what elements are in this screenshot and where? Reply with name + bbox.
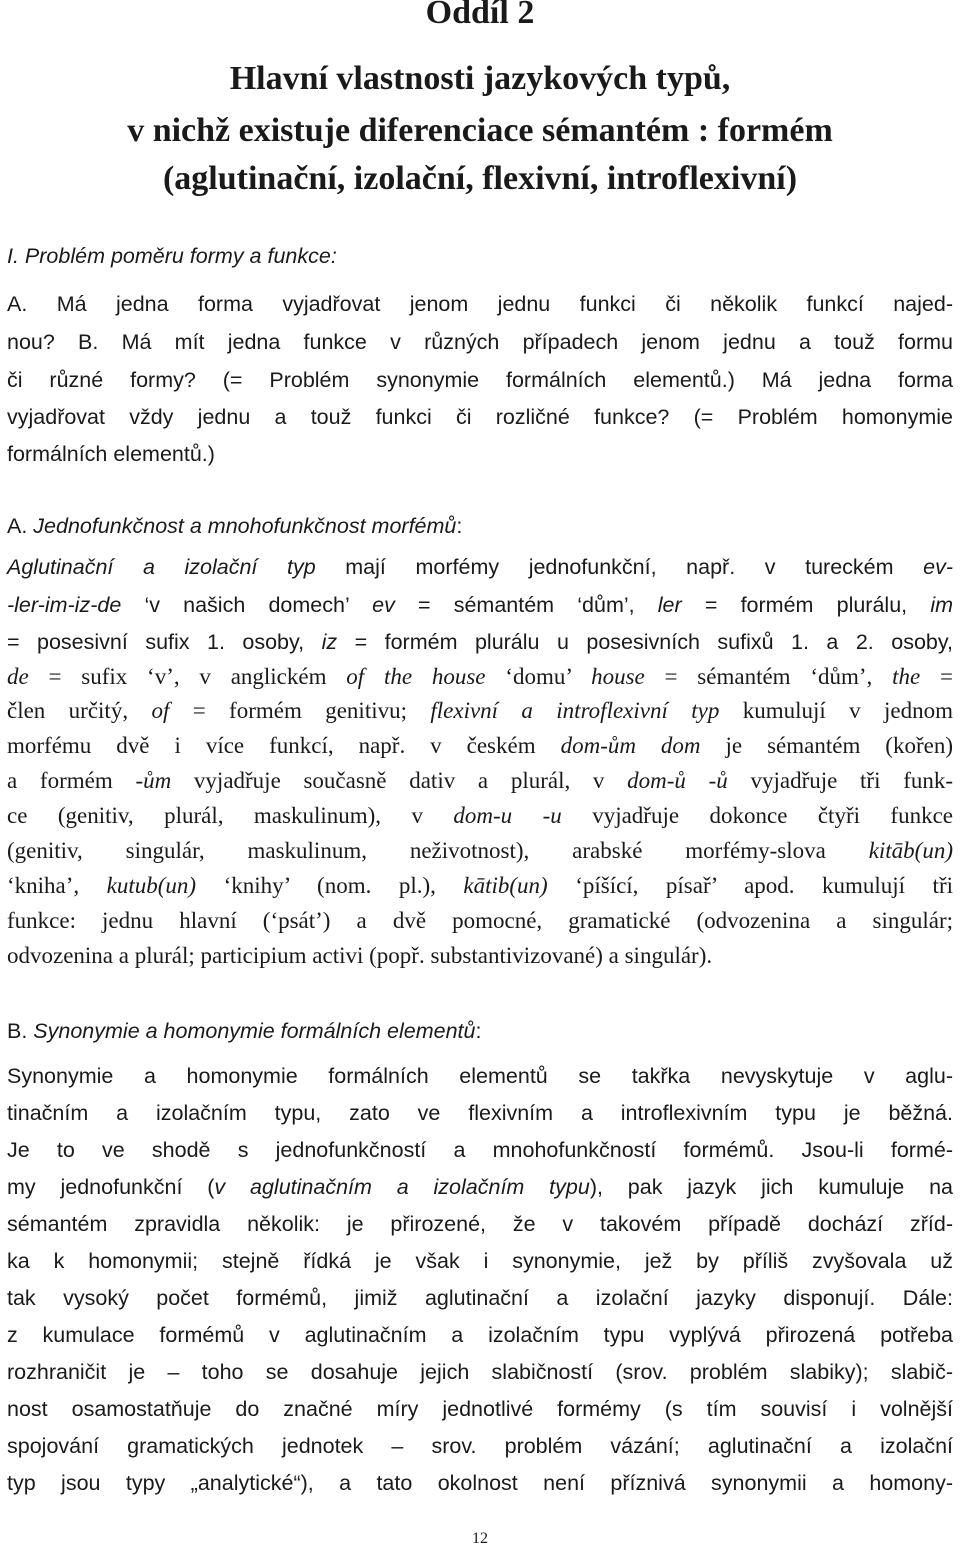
text-span: nost osamostatňuje do značné míry jednotlivé formémy (s tím souvisí i volnější — [7, 1397, 953, 1421]
italic-term: ev- — [923, 555, 953, 579]
italic-term: ler — [657, 593, 682, 617]
text-span: člen určitý, — [7, 698, 152, 723]
text-span: : — [475, 1019, 482, 1043]
text-span: ka k homonymii; stejně řídká je však i synonymie, jež by příliš zvyšovala už — [7, 1249, 953, 1273]
text-span: ‘domu’ — [485, 664, 592, 689]
heading-b-label: B. — [7, 1019, 34, 1043]
italic-term: iz — [321, 630, 338, 654]
italic-term: dom-u -u — [453, 803, 562, 828]
italic-term: ev — [372, 593, 395, 617]
text-span: rozhraničit je – toho se dosahuje jejich slabičností (srov. problém slabiky); slabič- — [7, 1360, 953, 1384]
italic-term: of the house — [346, 664, 486, 689]
text-span: = formém plurálu, — [681, 593, 931, 617]
text-span: = posesivní sufix 1. osoby, — [7, 630, 322, 654]
text-span: vyjadřuje dokonce čtyři funkce — [561, 803, 954, 828]
title-line: v nichž existuje diferenciace sémantém : formém — [127, 112, 833, 149]
text-span: ce (genitiv, plurál, maskulinum), v — [7, 803, 454, 828]
text-span: nou? B. Má mít jedna funkce v různých případech jenom jednu a touž formu — [7, 330, 953, 354]
text-span: (genitiv, singulár, maskulinum, neživotnost), arabské morfémy-slova — [7, 838, 869, 863]
italic-term: de — [7, 664, 29, 689]
text-span: typ jsou typy „analytické“), a tato okolnost není příznivá synonymii a homony- — [7, 1471, 953, 1495]
text-span: = — [920, 664, 953, 689]
text-span: ‘kniha’, — [7, 873, 107, 898]
italic-term: -ler-im-iz-de — [7, 593, 122, 617]
title-line: (aglutinační, izolační, flexivní, introflexivní) — [162, 160, 798, 197]
text-span: či různé formy? — [7, 368, 223, 392]
heading-a-label: A. — [7, 514, 34, 538]
text-span: ‘knihy’ (nom. pl.), — [196, 873, 464, 898]
text-span: funkce: jednu hlavní (‘psát’) a dvě pomocné, gramatické (odvozenina a singulár; — [7, 908, 953, 933]
text-span: = sémantém ‘dům’, — [394, 593, 658, 617]
heading-a: Jednofunkčnost a mnohofunkčnost morfémů — [33, 514, 457, 538]
text-span: Synonymie a homonymie formálních elementů se takřka nevyskytuje v aglu- — [7, 1064, 953, 1088]
italic-term: of — [151, 698, 170, 723]
italic-term: kātib(un) — [463, 873, 548, 898]
text-span: vyjadřuje tři funk- — [727, 768, 954, 793]
section-label: Oddíl 2 — [425, 0, 535, 31]
italic-term: dom-ům dom — [560, 733, 701, 758]
italic-term: im — [930, 593, 953, 617]
text-span: morfému dvě i více funkcí, např. v českém — [7, 733, 561, 758]
heading-b: Synonymie a homonymie formálních elementů — [33, 1019, 476, 1043]
text-span: A. Má jedna forma vyjadřovat jenom jednu funkci či několik funkcí najed- — [7, 292, 953, 316]
text-span: odvozenina a plurál; participium activi (popř. substantivizované) a singulár). — [7, 943, 713, 968]
text-span: = sémantém ‘dům’, — [644, 664, 893, 689]
title-line: Hlavní vlastnosti jazykových typů, — [229, 60, 731, 97]
text-span: ‘píšící, písař’ apod. kumulují tři — [547, 873, 953, 898]
heading-problem: I. Problém poměru formy a funkce: — [7, 244, 337, 268]
text-span: : — [456, 514, 463, 538]
text-span: = formém genitivu; — [169, 698, 431, 723]
text-span: vyjadřuje současně dativ a plurál, v — [171, 768, 628, 793]
italic-term: dom-ů -ů — [627, 768, 728, 793]
italic-term: Aglutinační a izolační typ — [7, 555, 316, 579]
text-span: spojování gramatických jednotek – srov. problém vázání; aglutinační a izolační — [7, 1434, 953, 1458]
text-span: vyjadřovat vždy jednu a touž funkci či rozličné funkce? (= Problém homonymie — [7, 405, 953, 429]
italic-term: the — [892, 664, 921, 689]
text-span: mají morfémy jednofunkční, např. v tureckém — [315, 555, 924, 579]
text-span: je sémantém (kořen) — [700, 733, 953, 758]
text-span: ‘v našich domech’ — [121, 593, 373, 617]
text-span: (= Problém synonymie formálních elementů.) Má jedna forma — [222, 368, 953, 392]
text-span: ), pak jazyk jich kumuluje na — [589, 1175, 953, 1199]
text-span: tinačním a izolačním typu, zato ve flexivním a introflexivním typu je běžná. — [7, 1101, 953, 1125]
text-span: Je to ve shodě s jednofunkčností a mnohofunkčností formémů. Jsou-li formé- — [7, 1138, 953, 1162]
text-span: = formém plurálu u posesivních sufixů 1. a 2. osoby, — [337, 630, 953, 654]
text-span: formálních elementů.) — [7, 442, 215, 466]
text-span: a formém — [7, 768, 136, 793]
page-number: 12 — [472, 1530, 488, 1547]
italic-term: v aglutinačním a izolačním typu — [214, 1175, 590, 1199]
text-span: kumulují v jednom — [719, 698, 953, 723]
italic-term: kutub(un) — [106, 873, 197, 898]
italic-term: kitāb(un) — [868, 838, 953, 863]
italic-term: house — [591, 664, 645, 689]
text-span: = sufix ‘v’, v anglickém — [28, 664, 347, 689]
text-span: sémantém zpravidla několik: je přirozené, že v takovém případě dochází zříd- — [7, 1212, 953, 1236]
text-span: tak vysoký počet formémů, jimiž aglutinační a izolační jazyky disponují. Dále: — [7, 1286, 953, 1310]
text-span: z kumulace formémů v aglutinačním a izolačním typu vyplývá přirozená potřeba — [7, 1323, 953, 1347]
italic-term: flexivní a introflexivní typ — [430, 698, 720, 723]
italic-term: -ům — [135, 768, 172, 793]
text-span: my jednofunkční ( — [7, 1175, 215, 1199]
